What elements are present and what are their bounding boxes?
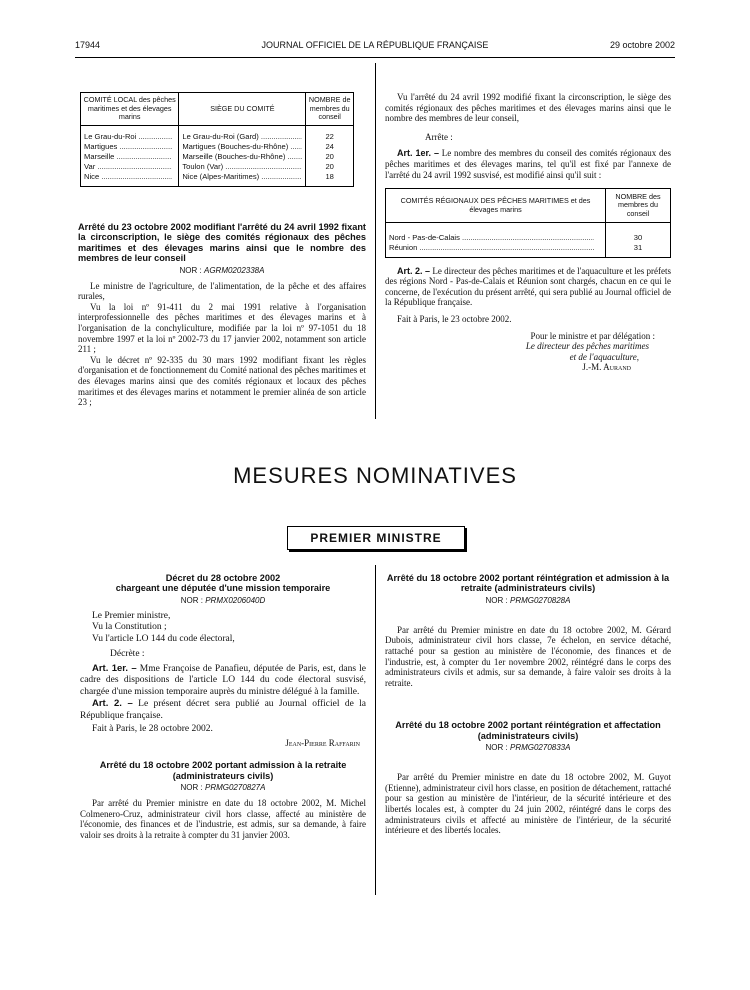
table-cell: 20: [306, 152, 354, 162]
table-row: [81, 125, 354, 142]
arrete1-signatory: J.-M. Aurand: [582, 362, 631, 373]
table-cell: Martigues .....: [84, 142, 172, 151]
section-title: MESURES NOMINATIVES: [233, 463, 517, 488]
table1-header-seat: SIÈGE DU COMITÉ: [179, 93, 306, 126]
page-header: [75, 40, 675, 54]
lower-right-column: [385, 573, 671, 836]
table-cell: Nice .....: [84, 172, 172, 181]
reint2-nor: NOR : PRMG0270833A: [485, 743, 571, 753]
arrete1-nor: NOR : AGRM0202338A: [179, 265, 265, 275]
retraite-nor: NOR : PRMG0270827A: [180, 783, 266, 793]
regional-committees-table: [385, 188, 671, 258]
table-row: [81, 172, 354, 187]
retraite-title: Arrêté du 18 octobre 2002 portant admission à la retraite (administrateurs civils): [99, 760, 347, 781]
table-cell: Nord - Pas-de-Calais .....: [389, 233, 594, 242]
ministry-heading: PREMIER MINISTRE: [287, 526, 465, 550]
arrete1-sig-line3: et de l'aquaculture,: [569, 351, 639, 362]
decret-art2: Art. 2. – Le présent décret sera publié au Journal officiel de la République française.: [80, 698, 366, 721]
arrete1-para-minister: Le ministre de l'agriculture, de l'alimentation, de la pêche et des affaires rurales,: [78, 280, 366, 302]
table-cell: Toulon (Var) .....: [182, 162, 302, 171]
arrete1-fait: Fait à Paris, le 23 octobre 2002.: [397, 314, 512, 325]
table-cell: Nice (Alpes-Maritimes) .....: [182, 172, 302, 181]
decret-title-line1: Décret du 28 octobre 2002: [165, 573, 281, 583]
arrete1-art1: Art. 1er. – Le nombre des membres du conseil des comités régionaux des pêches maritimes et des élevages marins, tel qu'il est fixé par l'annexe de l'arrêté du 24 avril 1992 susvisé, est modifié ainsi qu'il suit :: [385, 148, 671, 180]
arrete1-para-loi: Vu la loi nº 91-411 du 2 mai 1991 relative à l'organisation interprofessionnelle des pêches maritimes et des élevages marins et à l'organisation de la conchyliculture, modifiée par la loi nº 97-1051 du 18 novembre 1997 et la loi nº 2002-73 du 17 janvier 2002, notamment son article 211 ;: [78, 301, 366, 355]
decret-decrete: Décrète :: [110, 649, 145, 660]
lower-left-column: [80, 573, 366, 841]
table-cell: 18: [306, 172, 354, 187]
retraite-text: Par arrêté du Premier ministre en date du 18 octobre 2002, M. Michel Colmenero-Cruz, administrateur civil hors classe, affecté au ministère de l'économie, des finances et de l'industrie, est admis, sur sa demande, à faire valoir ses droits à la retraite à compter du 31 janvier 2003.: [80, 798, 366, 840]
reint1-title: Arrêté du 18 octobre 2002 portant réintégration et admission à la retraite (administrateurs civils): [386, 573, 670, 594]
table-cell: 24: [306, 142, 354, 152]
column-divider-upper: [375, 63, 376, 419]
table2-header-committee: COMITÉS RÉGIONAUX DES PÊCHES MARITIMES et des élevages marins: [386, 189, 606, 223]
table-cell: Marseille (Bouches-du-Rhône) .....: [182, 152, 302, 161]
table-cell: 22: [306, 125, 354, 142]
decret-fait: Fait à Paris, le 28 octobre 2002.: [92, 724, 213, 735]
table2-header-count: NOMBRE des membres du conseil: [606, 189, 671, 223]
table-row: [81, 162, 354, 172]
decret-line-article: Vu l'article LO 144 du code électoral,: [92, 633, 235, 644]
arrete1-sig-line2: Le directeur des pêches maritimes: [525, 341, 649, 352]
issue-date: 29 octobre 2002: [609, 40, 675, 50]
table-cell: 31: [606, 243, 671, 258]
decret-line-pm: Le Premier ministre,: [92, 610, 171, 621]
arrete1-left: [78, 222, 366, 408]
table-row: [81, 152, 354, 162]
table-cell: Réunion .....: [389, 243, 594, 252]
table-row: [386, 233, 671, 243]
arrete1-para-arrete-1992: Vu l'arrêté du 24 avril 1992 modifié fixant la circonscription, le siège des comités régionaux des pêches maritimes et des élevages marins ainsi que le nombre des membres de leur conseil,: [385, 92, 671, 124]
reint1-nor: NOR : PRMG0270828A: [485, 595, 571, 605]
table-cell: 30: [606, 233, 671, 243]
table-cell: Martigues (Bouches-du-Rhône) .....: [182, 142, 302, 151]
reint2-title: Arrêté du 18 octobre 2002 portant réintégration et affectation (administrateurs civils): [395, 720, 661, 741]
upper-left-column: [80, 92, 354, 187]
decret-signatory: Jean-Pierre Raffarin: [285, 737, 360, 748]
decret-line-constitution: Vu la Constitution ;: [92, 622, 167, 633]
arrete1-title: Arrêté du 23 octobre 2002 modifiant l'arrêté du 24 avril 1992 fixant la circonscription, le siège des comités régionaux des pêches maritimes et des élevages marins ainsi que le nombre des membres de leur conseil: [78, 222, 366, 264]
page-number: 17944: [75, 40, 101, 50]
table1-header-committee: COMITÉ LOCAL des pêches maritimes et des élevages marins: [81, 93, 179, 126]
arrete1-arrete-word: Arrête :: [425, 131, 453, 142]
column-divider-lower: [375, 565, 376, 895]
table1-header-count: NOMBRE de membres du conseil: [306, 93, 354, 126]
local-committees-table: [80, 92, 354, 187]
reint1-text: Par arrêté du Premier ministre en date du 18 octobre 2002, M. Gérard Dubois, administrateur civil hors classe, 7e échelon, en service détaché, rattaché pour sa gestion au ministère de l'économie, des finances et de l'industrie, est, à compter du 1er novembre 2002, réintégré dans le corps des administrateurs civils et admis, sur sa demande, à faire valoir ses droits à la retraite.: [385, 624, 671, 688]
table-cell: Le Grau-du-Roi .....: [84, 132, 172, 141]
header-rule: [75, 57, 675, 58]
arrete1-sig-line1: Pour le ministre et par délégation :: [530, 330, 655, 341]
decret-art1: Art. 1er. – Mme Françoise de Panafieu, députée de Paris, est, dans le cadre des dispositions de l'article LO 144 du code électoral susvisé, chargée d'une mission temporaire auprès du ministre délégué à la famille.: [80, 662, 366, 697]
arrete1-para-decret: Vu le décret nº 92-335 du 30 mars 1992 modifiant fixant les règles d'organisation et de fonctionnement du Comité national des pêches maritimes et des élevages marins ainsi que des comités régionaux et locaux des pêches maritimes et des élevages marins et notamment le premier alinéa de son article 23 ;: [78, 354, 366, 408]
table-row: [386, 243, 671, 258]
table-cell: 20: [306, 162, 354, 172]
upper-right-column: [385, 92, 671, 373]
journal-title: JOURNAL OFFICIEL DE LA RÉPUBLIQUE FRANÇAISE: [261, 40, 489, 50]
decret-title-line2: chargeant une députée d'une mission temporaire: [115, 583, 331, 594]
table-row: [81, 142, 354, 152]
reint2-text: Par arrêté du Premier ministre en date du 18 octobre 2002, M. Guyot (Etienne), administrateur civil hors classe, en position de détachement, rattaché pour sa gestion au ministère de l'intérieur, de la sécurité intérieure et des libertés locales est, à compter du 24 juin 2002, réintégré dans le corps des administrateurs civils et affecté au ministère de l'intérieur, de la sécurité intérieure et des libertés locales.: [385, 772, 671, 836]
arrete1-art2: Art. 2. – Le directeur des pêches maritimes et de l'aquaculture et les préfets des régions Nord - Pas-de-Calais et Réunion sont chargés, chacun en ce qui le concerne, de l'exécution du présent arrêté, qui sera publié au Journal officiel de la République française.: [385, 265, 672, 308]
table-cell: Var .....: [84, 162, 172, 171]
table-cell: Marseille .....: [84, 152, 172, 161]
decret-nor: NOR : PRMX0206040D: [180, 595, 266, 605]
table-cell: Le Grau-du-Roi (Gard) .....: [182, 132, 302, 141]
